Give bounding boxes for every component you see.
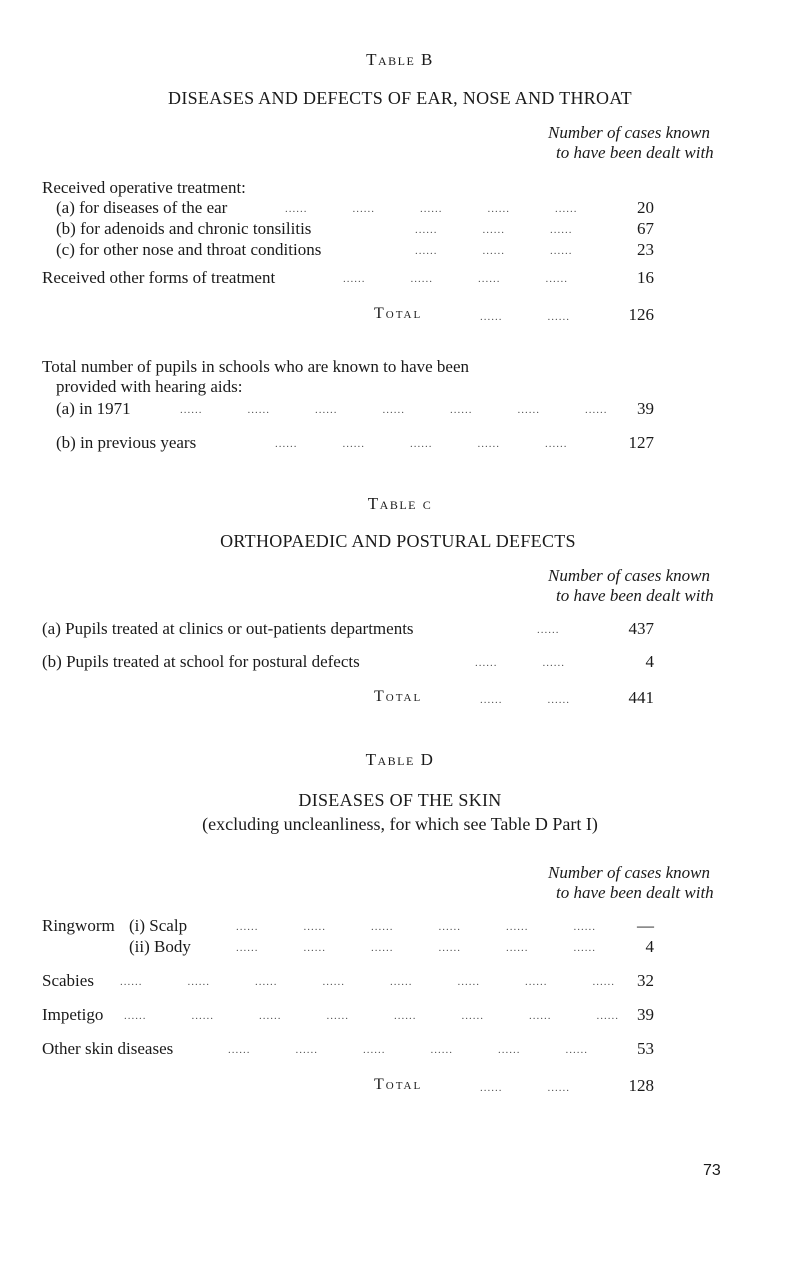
table-c-total-label: Total [374, 688, 423, 705]
dot-leader: ...... ...... [475, 657, 565, 669]
table-d-total-value: 128 [628, 1076, 654, 1095]
table-cell-value: 20 [637, 198, 654, 217]
table-c-total-value: 441 [628, 688, 654, 707]
dot-leader: ...... ...... ...... ...... ...... ...... ...... ...... [124, 1010, 619, 1022]
table-row: (b) Pupils treated at school for postural defects [42, 652, 360, 671]
table-c-column-heading: Number of cases known to have been dealt with [548, 566, 714, 605]
table-row: Other skin diseases [42, 1039, 174, 1058]
table-row: Impetigo [42, 1005, 104, 1024]
table-row: (b) in previous years [56, 433, 197, 452]
dot-leader: ...... ...... [480, 1082, 570, 1094]
table-cell-value: 127 [628, 433, 654, 452]
other-treatment-label: Received other forms of treatment [42, 268, 276, 287]
dot-leader: ...... ...... [480, 311, 570, 323]
table-cell-value: — [637, 916, 654, 935]
dot-leader: ...... ...... ...... [415, 224, 573, 236]
dot-leader: ...... ...... ...... ...... ...... ...... ...... [180, 404, 608, 416]
table-cell-value: 32 [637, 971, 654, 990]
table-c-title: ORTHOPAEDIC AND POSTURAL DEFECTS [220, 531, 576, 551]
table-cell-value: 67 [637, 219, 654, 238]
table-cell-value: 39 [637, 399, 654, 418]
dot-leader: ...... ...... ...... ...... ...... ...... [236, 921, 596, 933]
dot-leader: ...... ...... ...... ...... ...... [285, 203, 578, 215]
table-row: (c) for other nose and throat conditions [56, 240, 322, 259]
dot-leader: ...... ...... ...... ...... [343, 273, 568, 285]
table-b-column-heading: Number of cases known to have been dealt with [548, 123, 714, 162]
table-row: (a) for diseases of the ear [56, 198, 228, 217]
table-cell-value: 437 [628, 619, 654, 638]
table-cell-value: 4 [645, 937, 654, 956]
table-b-total-value: 126 [628, 305, 654, 324]
table-d-subtitle: (excluding uncleanliness, for which see Table D Part I) [202, 814, 598, 834]
table-c-caption: Table c [367, 494, 433, 513]
table-row: Scabies [42, 971, 94, 990]
table-cell-value: 39 [637, 1005, 654, 1024]
page-number: 73 [703, 1162, 721, 1179]
table-b-total-label: Total [374, 305, 423, 322]
hearing-aids-heading-cont: provided with hearing aids: [56, 377, 243, 396]
table-row: (b) for adenoids and chronic tonsilitis [56, 219, 312, 238]
table-cell-value: 4 [645, 652, 654, 671]
dot-leader: ...... ...... ...... ...... ...... ...... [228, 1044, 588, 1056]
hearing-aids-heading: Total number of pupils in schools who are known to have been [42, 357, 470, 376]
table-d-title: DISEASES OF THE SKIN [298, 790, 502, 810]
table-row: (a) in 1971 [56, 399, 131, 418]
table-row: (i) Scalp [129, 916, 188, 935]
dot-leader: ...... ...... ...... [415, 245, 573, 257]
table-row: (ii) Body [129, 937, 191, 956]
operative-treatment-heading: Received operative treatment: [42, 178, 246, 197]
dot-leader: ...... ...... ...... ...... ...... ...... ...... ...... [120, 976, 615, 988]
dot-leader: ...... ...... ...... ...... ...... [275, 438, 568, 450]
table-cell-value: 16 [637, 268, 654, 287]
table-b-caption: Table B [366, 50, 434, 69]
dot-leader: ...... ...... [480, 694, 570, 706]
table-b-title: DISEASES AND DEFECTS OF EAR, NOSE AND THROAT [168, 88, 632, 108]
table-d-caption: Table D [365, 750, 435, 769]
table-cell-value: 23 [637, 240, 654, 259]
table-cell-value: 53 [637, 1039, 654, 1058]
table-row: (a) Pupils treated at clinics or out-patients departments [42, 619, 414, 638]
ringworm-label: Ringworm [42, 916, 115, 935]
dot-leader: ...... [537, 624, 560, 636]
table-d-column-heading: Number of cases known to have been dealt with [548, 863, 714, 902]
dot-leader: ...... ...... ...... ...... ...... ...... [236, 942, 596, 954]
table-d-total-label: Total [374, 1076, 423, 1093]
